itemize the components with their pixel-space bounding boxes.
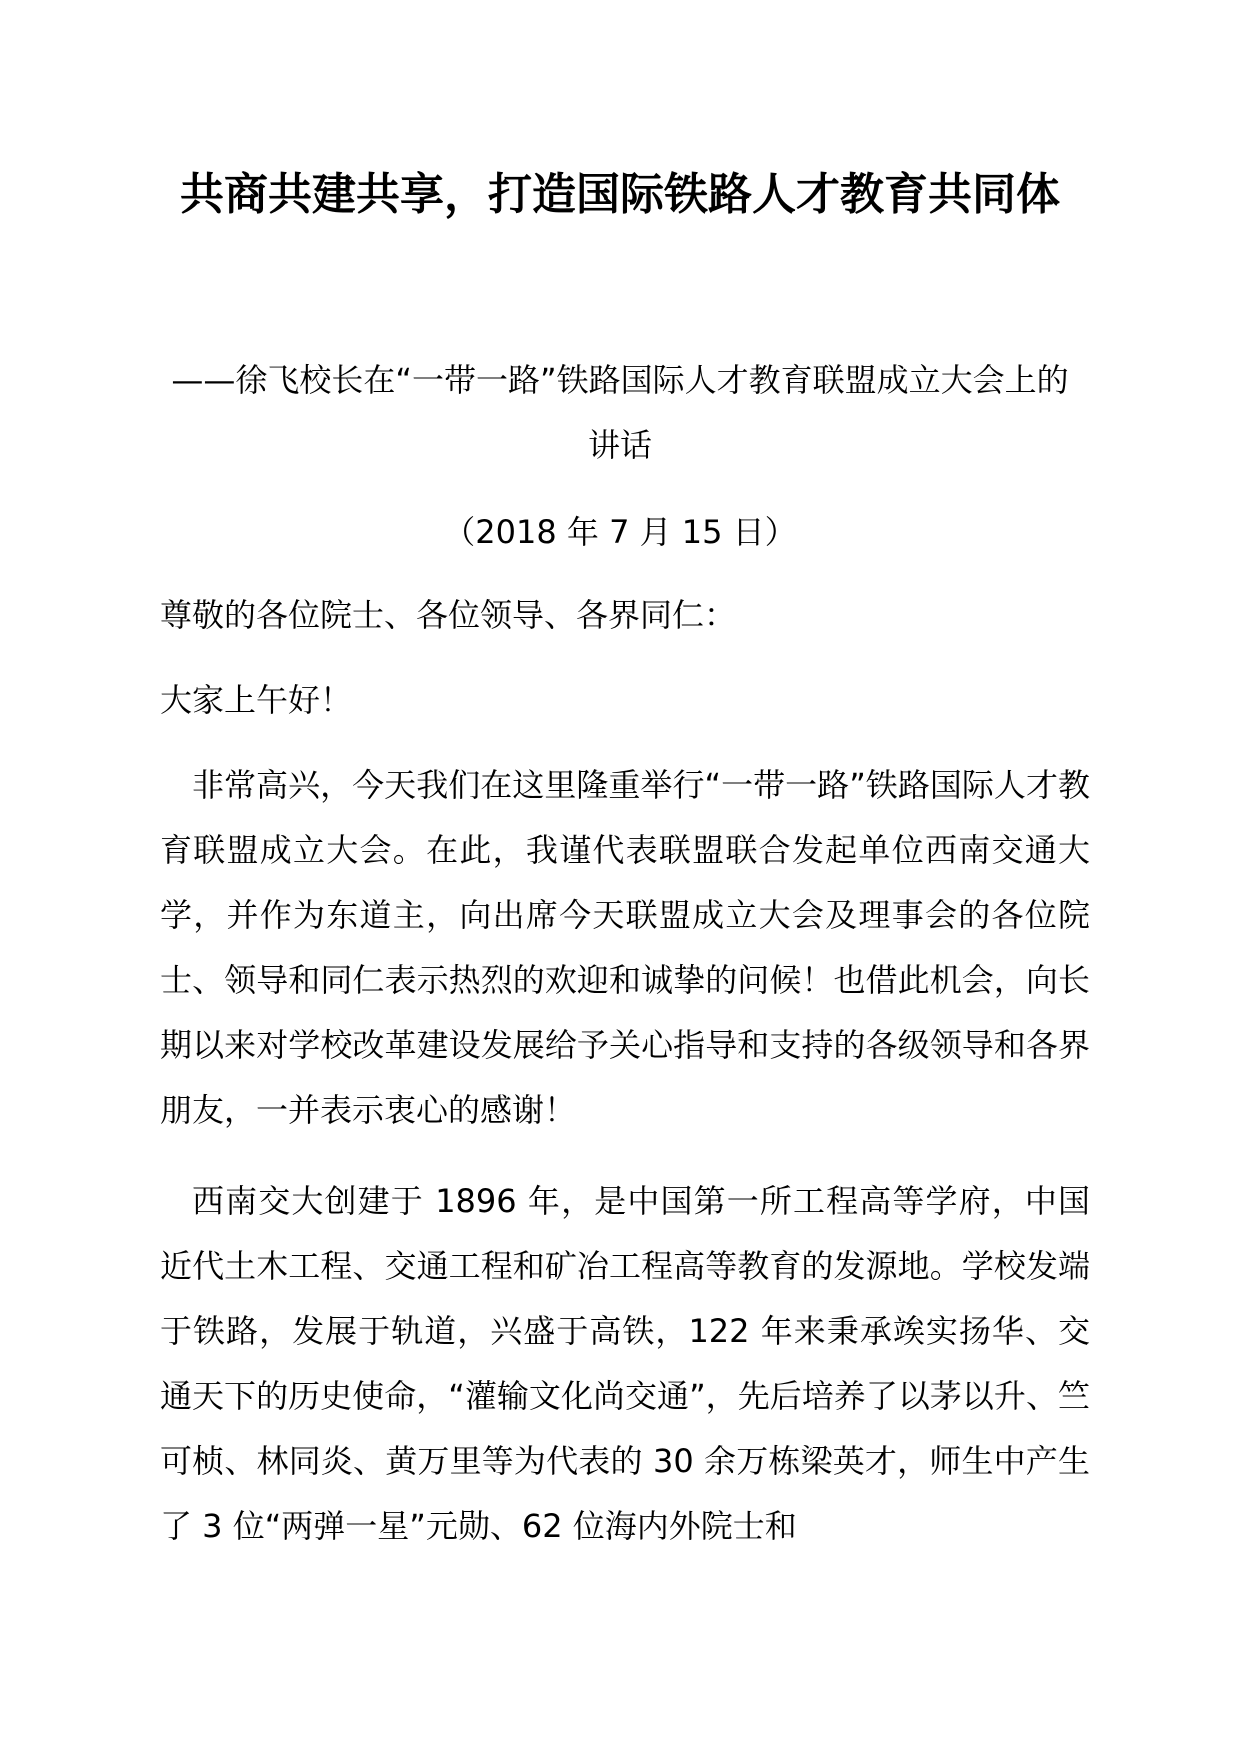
salutation: 尊敬的各位院士、各位领导、各界同仁： <box>160 596 737 634</box>
paragraph-1: 非常高兴，今天我们在这里隆重举行“一带一路”铁路国际人才教育联盟成立大会。在此，我谨代表联盟联合发起单位西南交通大学，并作为东道主，向出席今天联盟成立大会及理事会的各位院士、领导和同仁表示热烈的欢迎和诚挚的问候！也借此机会，向长期以来对学校改革建设发展给予关心指导和支持的各级领导和各界朋友，一并表示衷心的感谢！ <box>160 766 1090 1129</box>
paragraph-2: 西南交大创建于 1896 年，是中国第一所工程高等学府，中国近代土木工程、交通工程和矿冶工程高等教育的发源地。学校发端于铁路，发展于轨道，兴盛于高铁，122 年来秉承竢实扬华、交通天下的历史使命，“灌输文化尚交通”，先后培养了以茅以升、竺可桢、林同炎、黄万里等为代表的 30 余万栋梁英才，师生中产生了 3 位“两弹一星”元勋、62 位海内外院士和 <box>160 1182 1090 1545</box>
document-subtitle: ——徐飞校长在“一带一路”铁路国际人才教育联盟成立大会上的讲话 <box>171 361 1069 464</box>
greeting: 大家上午好！ <box>160 681 353 719</box>
document-title: 共商共建共享，打造国际铁路人才教育共同体 <box>180 169 1060 220</box>
speech-date: （2018 年 7 月 15 日） <box>443 513 797 551</box>
